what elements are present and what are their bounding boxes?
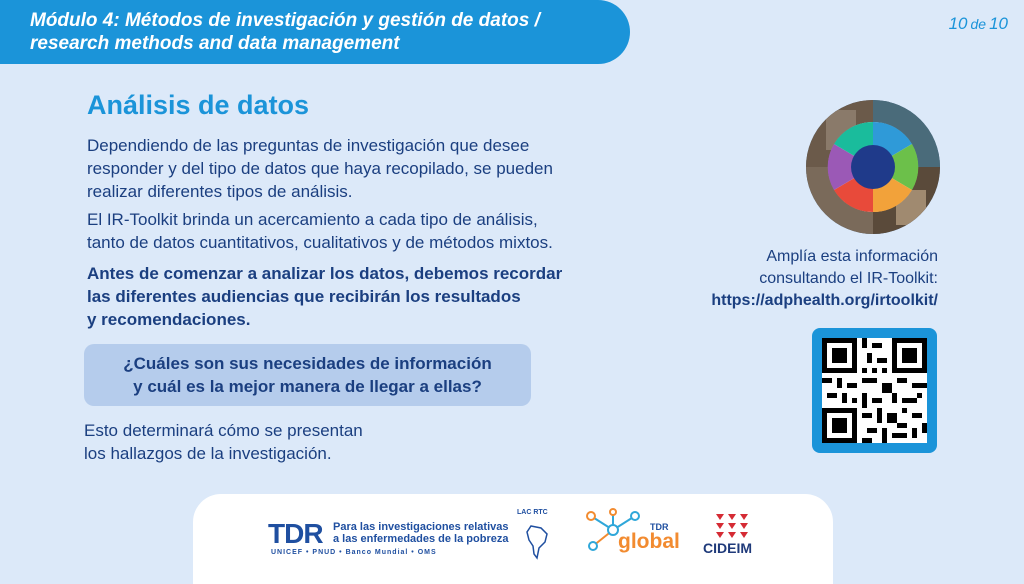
paragraph-line: responder y del tipo de datos que haya recopilado, se pueden xyxy=(87,159,553,178)
cideim-logo: CIDEIM xyxy=(703,540,752,556)
paragraph-line: Antes de comenzar a analizar los datos, debemos recordar xyxy=(87,264,563,283)
paragraph-intro xyxy=(87,134,553,203)
section-title: Análisis de datos xyxy=(87,90,310,120)
qr-code-graphic xyxy=(822,338,927,443)
module-title-line2: research methods and data management xyxy=(30,33,400,54)
toolkit-info-line1: Amplía esta información xyxy=(766,248,938,265)
question-line: ¿Cuáles son sus necesidades de información xyxy=(123,354,492,373)
tdr-global-mark: TDR xyxy=(650,522,669,532)
partner-logos-footer xyxy=(193,494,833,584)
paragraph-line: tanto de datos cuantitativos, cualitativos y de métodos mixtos. xyxy=(87,233,553,252)
latin-america-map-icon xyxy=(525,524,551,560)
toolkit-photo-collage xyxy=(806,100,940,234)
tdr-logo: TDR xyxy=(268,518,323,549)
paragraph-line: El IR-Toolkit brinda un acercamiento a cada tipo de análisis, xyxy=(87,210,538,229)
tdr-sponsors: UNICEF • PNUD • Banco Mundial • OMS xyxy=(271,549,437,556)
paragraph-line: realizar diferentes tipos de análisis. xyxy=(87,182,353,201)
toolkit-link[interactable]: https://adphealth.org/irtoolkit/ xyxy=(711,292,938,309)
slide-total: 10 xyxy=(989,14,1008,33)
paragraph-line: las diferentes audiencias que recibirán los resultados xyxy=(87,287,521,306)
paragraph-conclusion xyxy=(84,419,363,465)
tdr-global-logo: global xyxy=(618,530,680,553)
module-header xyxy=(0,0,630,64)
cideim-mark-icon xyxy=(716,514,748,538)
toolkit-info-line2: consultando el IR-Toolkit: xyxy=(759,270,938,287)
paragraph-line: Dependiendo de las preguntas de investigación que desee xyxy=(87,136,530,155)
tdr-tagline-line2: a las enfermedades de la pobreza xyxy=(333,533,509,545)
slide-counter-sep: de xyxy=(970,16,987,32)
qr-code[interactable] xyxy=(812,328,937,453)
paragraph-line: los hallazgos de la investigación. xyxy=(84,444,332,463)
paragraph-audiences xyxy=(87,262,562,331)
paragraph-line: y recomendaciones. xyxy=(87,310,251,329)
tdr-tagline-line1: Para las investigaciones relativas xyxy=(333,521,509,533)
question-line: y cuál es la mejor manera de llegar a ellas? xyxy=(133,377,482,396)
slide-current: 10 xyxy=(948,14,968,33)
question-box xyxy=(84,344,531,406)
slide-counter xyxy=(949,14,1008,34)
paragraph-line: Esto determinará cómo se presentan xyxy=(84,421,363,440)
paragraph-toolkit xyxy=(87,208,553,254)
module-title-line1: Módulo 4: Métodos de investigación y gestión de datos / xyxy=(30,10,540,31)
collage-graphic xyxy=(806,100,940,234)
lac-rtc-logo-text: LAC RTC xyxy=(517,509,548,516)
